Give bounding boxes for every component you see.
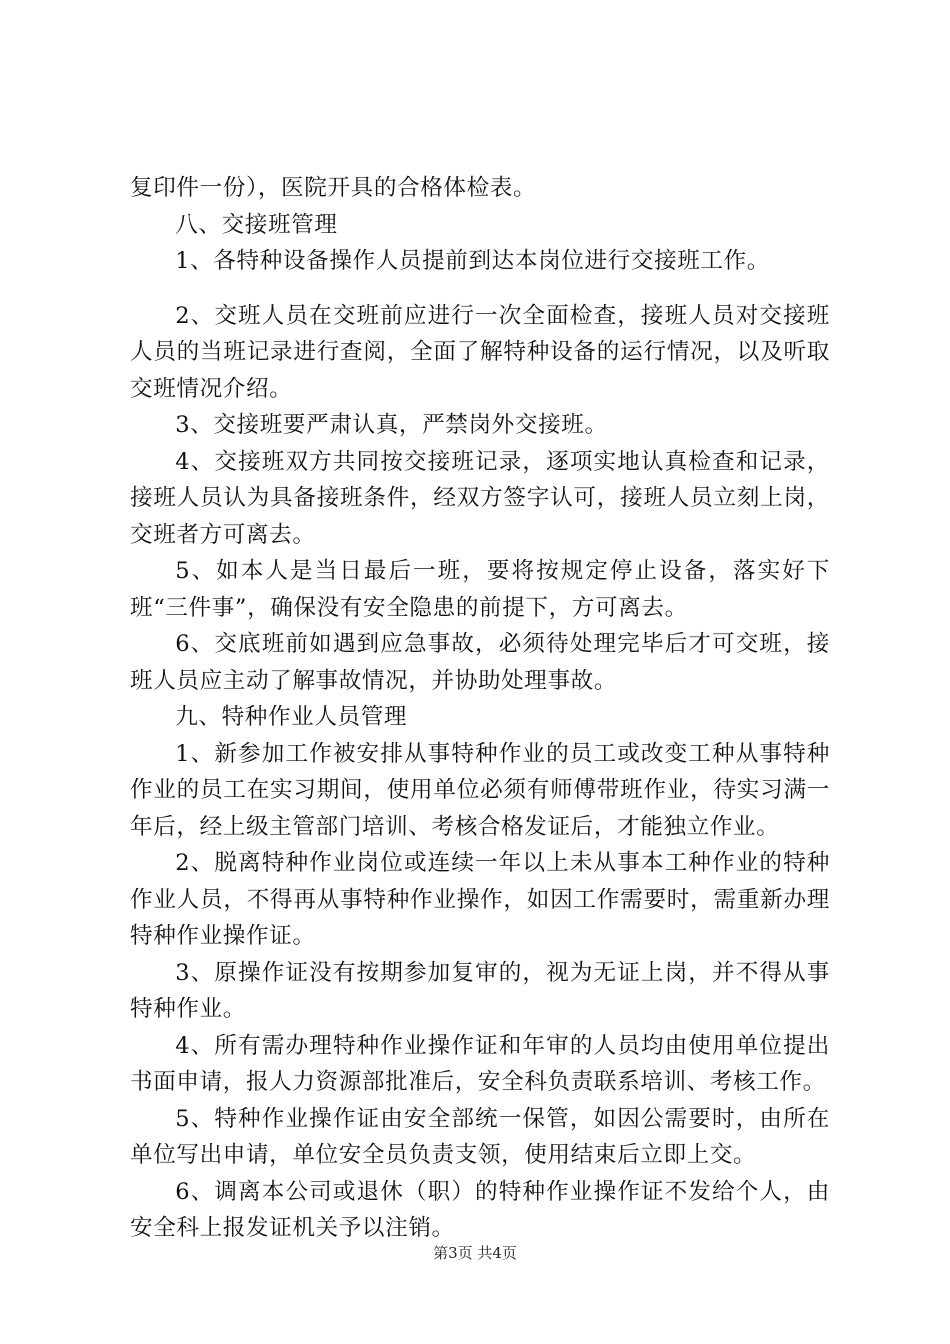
document-body (130, 170, 830, 1247)
paragraph-continuation: 复印件一份），医院开具的合格体检表。 (130, 175, 537, 201)
paragraph-handover-2: 2、交班人员在交班前应进行一次全面检查，接班人员对交接班人员的当班记录进行查阅，全面了解特种设备的运行情况，以及听取交班情况介绍。 (130, 302, 830, 402)
paragraph-handover-6: 6、交底班前如遇到应急事故，必须待处理完毕后才可交班，接班人员应主动了解事故情况，并协助处理事故。 (130, 631, 830, 694)
page-number-indicator: 第3页 共4页 (433, 1244, 517, 1262)
paragraph-special-ops-3: 3、原操作证没有按期参加复审的，视为无证上岗，并不得从事特种作业。 (130, 959, 830, 1022)
paragraph-special-ops-4: 4、所有需办理特种作业操作证和年审的人员均由使用单位提出书面申请，报人力资源部批准后，安全科负责联系培训、考核工作。 (130, 1032, 830, 1095)
paragraph-special-ops-2: 2、脱离特种作业岗位或连续一年以上未从事本工种作业的特种作业人员，不得再从事特种作业操作，如因工作需要时，需重新办理特种作业操作证。 (130, 850, 830, 949)
paragraph-handover-5: 5、如本人是当日最后一班，要将按规定停止设备，落实好下班“三件事”，确保没有安全隐患的前提下，方可离去。 (130, 558, 830, 621)
paragraph-special-ops-5: 5、特种作业操作证由安全部统一保管，如因公需要时，由所在单位写出申请，单位安全员负责支领，使用结束后立即上交。 (130, 1105, 830, 1168)
section-heading-handover: 八、交接班管理 (175, 211, 338, 238)
page-footer (0, 1242, 950, 1263)
paragraph-handover-4: 4、交接班双方共同按交接班记录，逐项实地认真检查和记录，接班人员认为具备接班条件，经双方签字认可，接班人员立刻上岗，交班者方可离去。 (130, 448, 830, 548)
paragraph-special-ops-6: 6、调离本公司或退休（职）的特种作业操作证不发给个人，由安全科上报发证机关予以注销。 (130, 1178, 830, 1241)
paragraph-handover-3: 3、交接班要严肃认真，严禁岗外交接班。 (175, 412, 608, 438)
paragraph-handover-1: 1、各特种设备操作人员提前到达本岗位进行交接班工作。 (175, 248, 771, 274)
section-heading-special-operations: 九、特种作业人员管理 (175, 704, 408, 730)
paragraph-special-ops-1: 1、新参加工作被安排从事特种作业的员工或改变工种从事特种作业的员工在实习期间，使用单位必须有师傅带班作业，待实习满一年后，经上级主管部门培训、考核合格发证后，才能独立作业。 (130, 740, 830, 840)
